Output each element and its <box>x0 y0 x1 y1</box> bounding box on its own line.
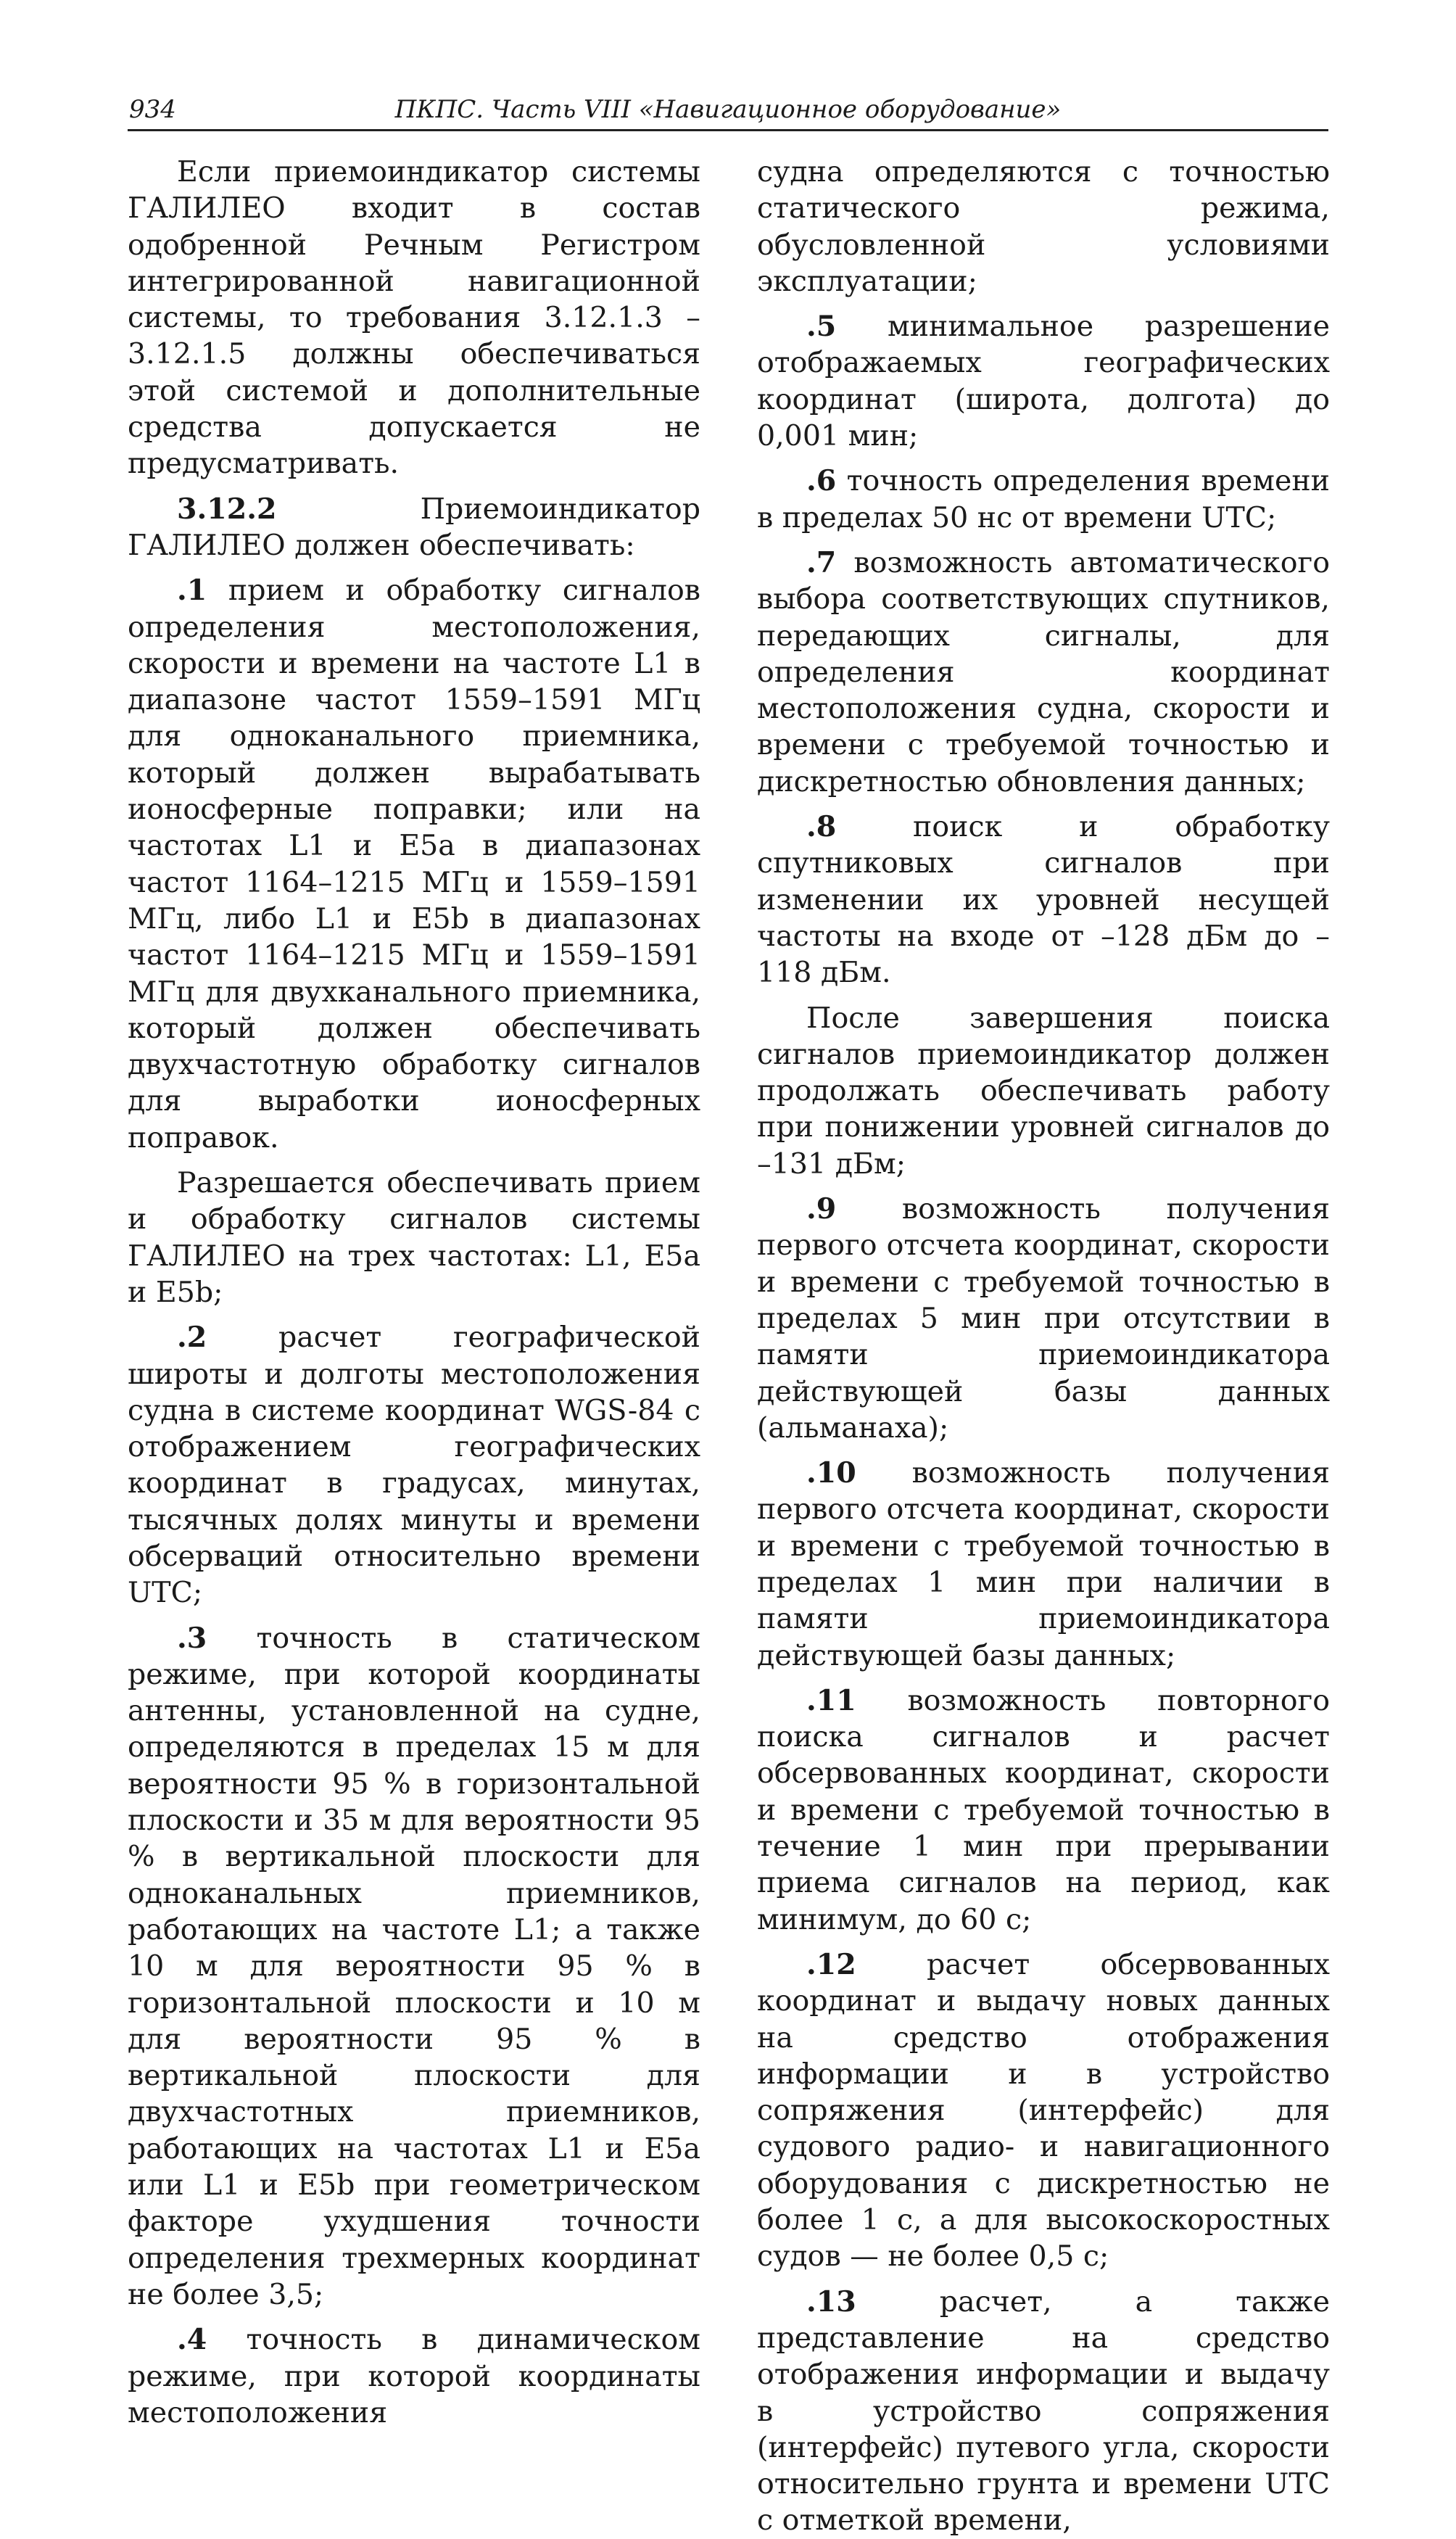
clause-3-12-2: 3.12.2 Приемоиндикатор ГАЛИЛЕО должен обеспечивать: <box>128 492 700 562</box>
item-number: .13 <box>806 2284 856 2319</box>
list-item-3: .3 точность в статическом режиме, при которой координаты антенны, установленной на судне, определяются в пределах 15 м для вероятности 95 % в горизонтальной плоскости и 35 м для вероятности 95 % в вертикальной плоскости для одноканальных приемников, работающих на частоте L1; а также 10 м для вероятности 95 % в горизонтальной плоскости и 10 м для вероятности 95 % в вертикальной плоскости для двухчастотных приемников, работающих на частотах L1 и E5a или L1 и E5b при геометрическом факторе ухудшения точности определения трехмерных координат не более 3,5; <box>128 1621 700 2311</box>
item-number: .8 <box>806 810 837 844</box>
item-number: .11 <box>806 1683 856 1717</box>
item-number: .2 <box>177 1321 207 1355</box>
list-item-12: .12 расчет обсервованных координат и выдачу новых данных на средство отображения информации и в устройство сопряжения (интерфейс) для судового радио- и навигационного оборудования с дискретностью не более 1 с, а для высокоскоростных судов — не более 0,5 с; <box>757 1947 1330 2274</box>
running-title: ПКПС. Часть VIII «Навигационное оборудование» <box>394 95 1062 124</box>
item-number: .3 <box>177 1621 207 1655</box>
list-item-1: .1 прием и обработку сигналов определения местоположения, скорости и времени на частоте L1 в диапазоне частот 1559–1591 МГц для одноканального приемника, который должен вырабатывать ионосферные поправки; или на частотах L1 и E5a в диапазонах частот 1164–1215 МГц и 1559–1591 МГц, либо L1 и E5b в диапазонах частот 1164–1215 МГц и 1559–1591 МГц для двухканального приемника, который должен обеспечивать двухчастотную обработку сигналов для выработки ионосферных поправок. <box>128 574 700 1155</box>
page-number: 934 <box>129 95 176 124</box>
item-number: .4 <box>177 2323 207 2357</box>
item-number: .1 <box>177 574 207 608</box>
paragraph: После завершения поиска сигналов приемоиндикатор должен продолжать обеспечивать работу при понижении уровней сигналов до –131 дБм; <box>757 1001 1330 1181</box>
item-number: .12 <box>806 1947 856 1981</box>
paragraph: Если приемоиндикатор системы ГАЛИЛЕО входит в состав одобренной Речным Регистром интегрированной навигационной системы, то требования 3.12.1.3 – 3.12.1.5 должны обеспечиваться этой системой и дополнительные средства допускается не предусматривать. <box>128 155 700 481</box>
list-item-10: .10 возможность получения первого отсчета координат, скорости и времени с требуемой точностью в пределах 1 мин при наличии в памяти приемоиндикатора действующей базы данных; <box>757 1456 1330 1672</box>
page-header <box>128 93 1328 131</box>
item-number: .5 <box>806 310 837 344</box>
list-item-9: .9 возможность получения первого отсчета координат, скорости и времени с требуемой точностью в пределах 5 мин при отсутствии в памяти приемоиндикатора действующей базы данных (альманаха); <box>757 1192 1330 1445</box>
left-column <box>128 154 700 2431</box>
item-number: .6 <box>806 464 837 498</box>
item-number: .10 <box>806 1456 856 1490</box>
right-column <box>757 154 1330 2539</box>
list-item-8: .8 поиск и обработку спутниковых сигналов при изменении их уровней несущей частоты на входе от –128 дБм до –118 дБм. <box>757 810 1330 990</box>
list-item-13: .13 расчет, а также представление на средство отображения информации и выдачу в устройство сопряжения (интерфейс) путевого угла, скорости относительно грунта и времени UTC с отметкой времени, <box>757 2284 1330 2538</box>
list-item-4-continued: судна определяются с точностью статического режима, обусловленной условиями эксплуатации; <box>757 155 1330 298</box>
paragraph: Разрешается обеспечивать прием и обработку сигналов системы ГАЛИЛЕО на трех частотах: L1, E5a и E5b; <box>128 1166 700 1309</box>
list-item-7: .7 возможность автоматического выбора соответствующих спутников, передающих сигналы, для определения координат местоположения судна, скорости и времени с требуемой точностью и дискретностью обновления данных; <box>757 545 1330 798</box>
list-item-2: .2 расчет географической широты и долготы местоположения судна в системе координат WGS-84 с отображением географических координат в градусах, минутах, тысячных долях минуты и времени обсерваций относительно времени UTC; <box>128 1321 700 1610</box>
list-item-6: .6 точность определения времени в пределах 50 нс от времени UTC; <box>757 464 1330 534</box>
list-item-11: .11 возможность повторного поиска сигналов и расчет обсервованных координат, скорости и времени с требуемой точностью в течение 1 мин при прерывании приема сигналов на период, как минимум, до 60 с; <box>757 1683 1330 1936</box>
item-number: .7 <box>806 545 837 579</box>
item-number: .9 <box>806 1192 837 1226</box>
list-item-4: .4 точность в динамическом режиме, при которой координаты местоположения <box>128 2323 700 2429</box>
clause-number: 3.12.2 <box>177 492 277 526</box>
list-item-5: .5 минимальное разрешение отображаемых географических координат (широта, долгота) до 0,001 мин; <box>757 310 1330 453</box>
